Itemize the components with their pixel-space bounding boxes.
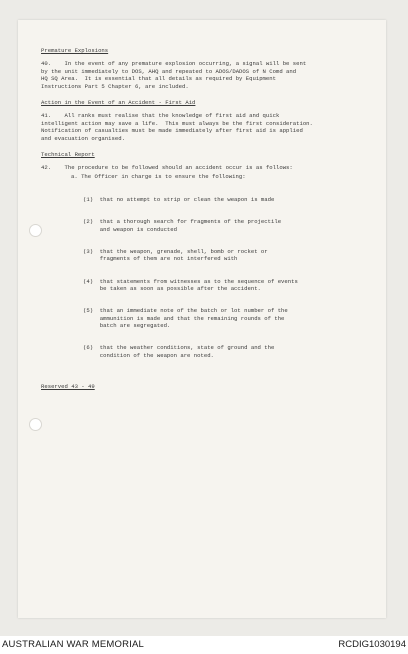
- list-item: (1) that no attempt to strip or clean the weapon is made: [83, 196, 275, 204]
- section-first-aid: [41, 99, 361, 142]
- subitem-a: a. The Officer in charge is to ensure the following:: [71, 172, 246, 180]
- document-body: [41, 47, 361, 390]
- paragraph-42: 42. The procedure to be followed should an accident occur is as follows:: [41, 164, 293, 172]
- archive-name: AUSTRALIAN WAR MEMORIAL: [2, 639, 145, 650]
- list-item: (4) that statements from witnesses as to the sequence of events be taken as soon as possible after the accident.: [83, 277, 298, 292]
- punch-hole: [29, 418, 42, 431]
- paragraph-40: 40. In the event of any premature explosion occurring, a signal will be sent by the unit immediately to DOS, AHQ and repeated to ADOS/DADOS of N Comd and HQ SQ Area. It is essential that all details as required by Equipment Instructions Part 5 Chapter 6, are included.: [41, 60, 307, 90]
- section-heading: Technical Report: [41, 151, 95, 159]
- list-item: (3) that the weapon, grenade, shell, bomb or rocket or fragments of them are not interfered with: [83, 247, 268, 263]
- section-premature-explosions: [41, 47, 361, 90]
- reserved-reference: Reserved 43 - 49: [41, 382, 95, 390]
- section-heading: Action in the Event of an Accident - First Aid: [41, 99, 196, 107]
- footer-bar: [0, 636, 408, 654]
- list-item: (2) that a thorough search for fragments of the projectile and weapon is conducted: [83, 218, 282, 233]
- record-id: RCDIG1030194: [338, 639, 406, 650]
- list-item: (6) that the weather conditions, state of ground and the condition of the weapon are noted.: [83, 344, 275, 359]
- list-item: (5) that an immediate note of the batch or lot number of the ammunition is made and that the remaining rounds of the batch are segregated.: [83, 307, 288, 329]
- checklist: [71, 181, 361, 374]
- section-heading: Premature Explosions: [41, 47, 109, 54]
- paragraph-41: 41. All ranks must realise that the knowledge of first aid and quick intelligent action may save a life. This must always be the first consideration. Notification of casualties must be made immediately after first aid is applied and evacuation organised.: [41, 112, 313, 142]
- section-technical-report: [41, 151, 361, 374]
